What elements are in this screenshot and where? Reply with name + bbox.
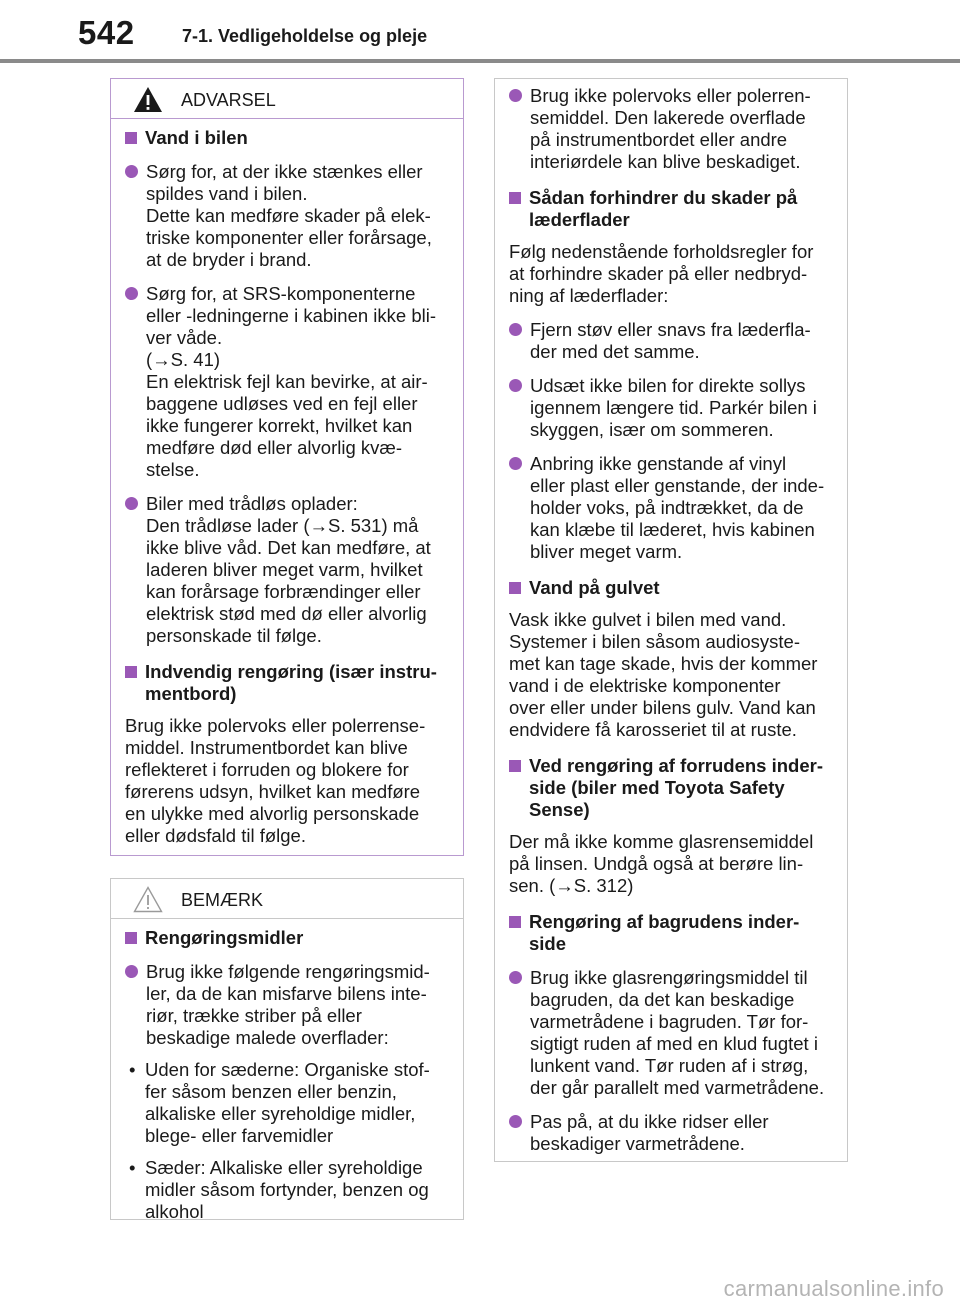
circle-bullet-icon (125, 287, 138, 300)
warning-title: ADVARSEL (181, 90, 276, 110)
circle-bullet-icon (125, 497, 138, 510)
paragraph: Brug ikke polervoks eller polerrense- middel. Instrumentbordet kan blive reflekteret i forruden og blokere for førerens udsyn, hvilket kan medføre en ulykke med alvorlig personskade eller dødsfald til følge. (125, 715, 426, 846)
page-number: 542 (78, 14, 135, 51)
bullet-item: Brug ikke glasrengøringsmiddel til bagruden, da det kan beskadige varmetrådene i bagruden. Tør for- sigtigt ruden af med en klud fugtet i lunkent vand. Tør ruden af i strøg, der går parallelt med varmetrådene. (509, 967, 833, 1099)
section-heading: Vand på gulvet (509, 577, 833, 599)
circle-bullet-icon (125, 165, 138, 178)
bullet-item: Brug ikke følgende rengøringsmid- ler, da de kan misfarve bilens inte- riør, trække striber på eller beskadige malede overflader: (125, 961, 449, 1049)
square-bullet-icon (125, 132, 137, 144)
header-divider (0, 59, 960, 63)
section-heading: Sådan forhindrer du skader på læderflader (509, 187, 833, 231)
paragraph: Vask ikke gulvet i bilen med vand. Systemer i bilen såsom audiosyste- met kan tage skade, hvis der kommer vand i de elektriske komponenter over eller under bilens gulv. Vand kan endvidere få karosseriet til at ruste. (509, 609, 818, 740)
dash-item: • Sæder: Alkaliske eller syreholdige midler såsom fortynder, benzen og alkohol (129, 1157, 429, 1222)
note-box (110, 878, 464, 1220)
circle-bullet-icon (125, 965, 138, 978)
section-heading: Ved rengøring af forrudens inder- side (biler med Toyota Safety Sense) (509, 755, 833, 821)
circle-bullet-icon (509, 89, 522, 102)
dash-item: • Uden for sæderne: Organiske stof- fer såsom benzen eller benzin, alkaliske eller syreholdige midler, blege- eller farvemidler (129, 1059, 430, 1146)
section-heading: Rengøring af bagrudens inder- side (509, 911, 833, 955)
square-bullet-icon (509, 916, 521, 928)
bullet-item: Brug ikke polervoks eller polerren- semiddel. Den lakerede overflade på instrumentbordet eller andre interiørdele kan blive beskadiget. (509, 85, 833, 173)
square-bullet-icon (509, 582, 521, 594)
bullet-item: Sørg for, at der ikke stænkes eller spildes vand i bilen. Dette kan medføre skader på elek- triske komponenter eller forårsage, at de bryder i brand. (125, 161, 449, 271)
bullet-item: Fjern støv eller snavs fra læderfla- der med det samme. (509, 319, 833, 363)
caution-triangle-icon (133, 886, 163, 913)
paragraph: Der må ikke komme glasrensemiddel på linsen. Undgå også at berøre lin- sen. (→S. 312) (509, 831, 814, 896)
warning-content (111, 127, 463, 847)
circle-bullet-icon (509, 323, 522, 336)
note-content (111, 927, 463, 1223)
circle-bullet-icon (509, 1115, 522, 1128)
warning-triangle-icon (133, 86, 163, 113)
bullet-item: Sørg for, at SRS-komponenterne eller -ledningerne i kabinen ikke bli- ver våde. (→S. 41) En elektrisk fejl kan bevirke, at air- baggene udløses ved en fejl eller ikke fungerer korrekt, hvilket kan medføre død eller alvorlig kvæ- stelse. (125, 283, 449, 481)
bullet-item: Biler med trådløs oplader: Den trådløse lader (→S. 531) må ikke blive våd. Det kan medføre, at laderen bliver meget varm, hvilket kan forårsage forbrændinger eller elektrisk stød med dø eller alvorlig personskade til følge. (125, 493, 449, 647)
note-title: BEMÆRK (181, 890, 264, 910)
warning-box-header (111, 79, 463, 119)
circle-bullet-icon (509, 971, 522, 984)
section-heading: Vand i bilen (125, 127, 449, 149)
bullet-item: Udsæt ikke bilen for direkte sollys igennem længere tid. Parkér bilen i skyggen, især om sommeren. (509, 375, 833, 441)
square-bullet-icon (125, 932, 137, 944)
section-heading: Indvendig rengøring (især instru- mentbord) (125, 661, 449, 705)
right-column-box (494, 78, 848, 1162)
square-bullet-icon (509, 192, 521, 204)
square-bullet-icon (125, 666, 137, 678)
note-box-header (111, 879, 463, 919)
watermark: carmanualsonline.info (723, 1276, 944, 1301)
circle-bullet-icon (509, 457, 522, 470)
bullet-item: Anbring ikke genstande af vinyl eller plast eller genstande, der inde- holder voks, på indtrækket, da de kan klæbe til læderet, hvis kabinen bliver meget varm. (509, 453, 833, 563)
section-heading: Rengøringsmidler (125, 927, 449, 949)
section-title: 7-1. Vedligeholdelse og pleje (182, 26, 428, 46)
right-content (495, 85, 847, 1155)
bullet-item: Pas på, at du ikke ridser eller beskadiger varmetrådene. (509, 1111, 833, 1155)
circle-bullet-icon (509, 379, 522, 392)
page-header (0, 0, 960, 66)
paragraph: Følg nedenstående forholdsregler for at forhindre skader på eller nedbryd- ning af læderflader: (509, 241, 814, 306)
warning-box (110, 78, 464, 856)
square-bullet-icon (509, 760, 521, 772)
